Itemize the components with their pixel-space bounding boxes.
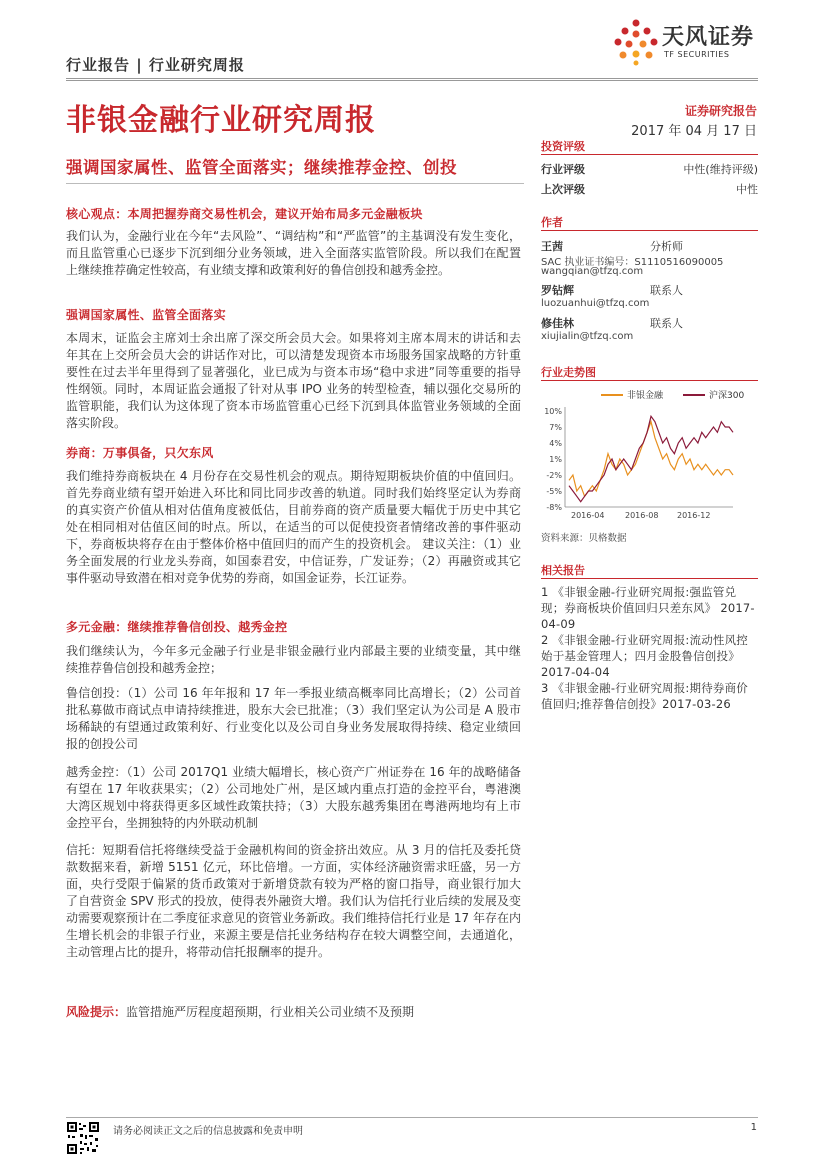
y-tick-label: 7% — [549, 423, 562, 432]
x-tick-label: 2016-04 — [571, 511, 605, 520]
industry-rating-value: 中性(维持评级) — [683, 163, 758, 176]
logo-text-cn: 天风证券 — [662, 25, 755, 50]
prev-rating-label: 上次评级 — [541, 183, 585, 196]
chart-source: 资料来源：贝格数据 — [541, 533, 627, 544]
section-heading-diversified: 多元金融：继续推荐鲁信创投、越秀金控 — [66, 620, 288, 634]
related-divider — [541, 578, 758, 579]
qr-code-icon — [66, 1121, 100, 1155]
y-tick-label: 4% — [549, 439, 562, 448]
legend-label: 非银金融 — [627, 391, 664, 401]
paragraph-4: 我们继续认为，今年多元金融子行业是非银金融行业内部最主要的业绩变量，其中继续推荐鲁信创投和越秀金控； — [66, 644, 521, 675]
trend-divider — [541, 380, 758, 381]
report-title: 非银金融行业研究周报 — [66, 103, 376, 138]
logo-mark-icon — [612, 18, 660, 66]
industry-rating-row — [541, 161, 758, 177]
y-tick-label: -2% — [546, 471, 562, 480]
authors-divider — [541, 230, 758, 231]
trend-title: 行业走势图 — [541, 366, 596, 379]
related-title: 相关报告 — [541, 564, 585, 577]
paragraph-2: 本周末，证监会主席刘士余出席了深交所会员大会。如果将刘主席本周末的讲话和去年其在上交所会员大会的讲话作对比，可以清楚发现资本市场服务国家战略的方针重要性在过去半年里得到了显著强化，业已成为与资本市场“稳中求进”同等重要的指导性纲领。同时，本周证监会通报了针对从事 IPO 业务的转型检查，辅以强化交易所的监管职能，我们认为这体现了资本市场监管重心已经下沉到具体监管业务领域的全面落实阶段。 — [66, 331, 521, 430]
authors-title: 作者 — [541, 216, 563, 229]
legend-label: 沪深300 — [709, 391, 745, 401]
y-tick-label: -8% — [546, 503, 562, 512]
author-cert: SAC 执业证书编号：S1110516090005 — [541, 257, 724, 268]
related-report[interactable]: 3 《非银金融-行业研究周报:期待券商价值回归;推荐鲁信创投》2017-03-26 — [541, 681, 748, 711]
author-email[interactable]: wangqian@tfzq.com — [541, 266, 644, 277]
prev-rating-row — [541, 181, 758, 197]
company-logo — [612, 18, 762, 68]
risk-text: 监管措施严厉程度超预期，行业相关公司业绩不及预期 — [126, 1005, 415, 1019]
paragraph-3: 我们维持券商板块在 4 月份存在交易性机会的观点。期待短期板块价值的中值回归。首先券商业绩有望开始进入环比和同比同步改善的轨道。同时我们始终坚定认为券商的真实资产价值从相对估值角度被低估，目前券商的资产质量要大幅优于历史中其它处在相同相对估值区间的时点。所以，在适当的可以促使投资者情绪改善的事件驱动下，券商板块将存在由于整体价格中值回归的而产生的投资机会。 建议关注：（1）业务全面发展的行业龙头券商，如国泰君安，中信证券，广发证券；（2）再融资或其它事件驱动导致潜在相对竞争优势的券商，如国金证券，长江证券。 — [66, 469, 521, 585]
paragraph-6: 越秀金控：（1）公司 2017Q1 业绩大幅增长，核心资产广州证券在 16 年的战略储备有望在 17 年收获果实；（2）公司地处广州，是区域内重点打造的金控平台，粤港澳大湾区规划中将获得更多区域性政策扶持；（3）大股东越秀集团在粤港两地均有上市金控平台，坐拥独特的内外联动机制 — [66, 765, 521, 830]
author-name: 修佳林 — [541, 317, 574, 330]
series-line — [569, 416, 733, 501]
series-line — [569, 422, 733, 497]
section-heading-brokers: 券商：万事俱备，只欠东风 — [66, 446, 214, 460]
author-email[interactable]: luozuanhui@tfzq.com — [541, 298, 650, 309]
related-report[interactable]: 1 《非银金融-行业研究周报:强监管兑现；券商板块价值回归只差东风》 2017-04-09 — [541, 585, 755, 631]
risk-label: 风险提示： — [66, 1005, 127, 1019]
footer-disclaimer: 请务必阅读正文之后的信息披露和免责申明 — [113, 1126, 303, 1137]
author-email[interactable]: xiujialin@tfzq.com — [541, 331, 634, 342]
paragraph-7: 信托：短期看信托将继续受益于金融机构间的资金挤出效应。从 3 月的信托及委托贷款数据来看，新增 5151 亿元，环比倍增。一方面，实体经济融资需求旺盛，另一方面，央行受限于偏紧的货币政策对于新增贷款有较为严格的窗口指导，商业银行加大了自营资金 SPV 形式的投放，使得表外融资大增。我们认为信托行业后续的发展及变动需要观察预计在二季度征求意见的资管业务新政。我们维持信托行业是 17 年存在内生增长机会的非银子行业，来源主要是信托业务结构存在较大调整空间，去通道化，主动管理占比的提升，将带动信托报酬率的提升。 — [66, 843, 521, 959]
author-role: 分析师 — [650, 240, 683, 253]
y-tick-label: 1% — [549, 455, 562, 464]
x-tick-label: 2016-12 — [677, 511, 711, 520]
footer-divider — [66, 1117, 758, 1118]
report-subtitle: 强调国家属性、监管全面落实；继续推荐金控、创投 — [66, 158, 457, 177]
report-date: 2017 年 04 月 17 日 — [631, 124, 757, 139]
y-tick-label: 10% — [544, 407, 562, 416]
rating-title: 投资评级 — [541, 140, 585, 153]
industry-rating-label: 行业评级 — [541, 163, 585, 176]
related-report[interactable]: 2 《非银金融-行业研究周报:流动性风控始于基金管理人；四月金股鲁信创投》 2017-04-04 — [541, 633, 748, 679]
header-divider-2 — [66, 80, 758, 81]
industry-trend-chart — [541, 385, 758, 525]
x-tick-label: 2016-08 — [625, 511, 659, 520]
header-divider — [66, 78, 758, 79]
author-name: 罗钻辉 — [541, 284, 574, 297]
page-number: 1 — [750, 1122, 757, 1133]
breadcrumb: 行业报告 | 行业研究周报 — [66, 56, 245, 74]
rating-divider — [541, 154, 758, 155]
logo-text-en: TF SECURITIES — [664, 50, 730, 59]
paragraph-1: 我们认为，金融行业在今年“去风险”、“调结构”和“严监管”的主基调没有发生变化，而且监管重心已逐步下沉到细分业务领域，进入全面落实监管阶段。所以我们在配置上继续推荐确定性较高，有业绩支撑和政策利好的鲁信创投和越秀金控。 — [66, 229, 521, 277]
core-view-heading: 核心观点：本周把握券商交易性机会，建议开始布局多元金融板块 — [66, 207, 423, 221]
paragraph-5: 鲁信创投：（1）公司 16 年年报和 17 年一季报业绩高概率同比高增长；（2）公司首批私募做市商试点申请持续推进，股东大会已批准；（3）我们坚定认为公司是 A 股市场稀缺的有望通过政策利好、行业变化以及公司自身业务发展取得持续、稳定业绩回报的创投公司 — [66, 686, 521, 751]
author-name: 王茜 — [541, 240, 563, 253]
subtitle-divider — [66, 183, 524, 184]
author-role: 联系人 — [650, 284, 683, 297]
prev-rating-value: 中性 — [736, 183, 758, 196]
y-tick-label: -5% — [546, 487, 562, 496]
author-role: 联系人 — [650, 317, 683, 330]
risk-warning — [66, 1004, 521, 1021]
report-type: 证券研究报告 — [684, 104, 757, 118]
section-heading-regulation: 强调国家属性、监管全面落实 — [66, 308, 226, 322]
